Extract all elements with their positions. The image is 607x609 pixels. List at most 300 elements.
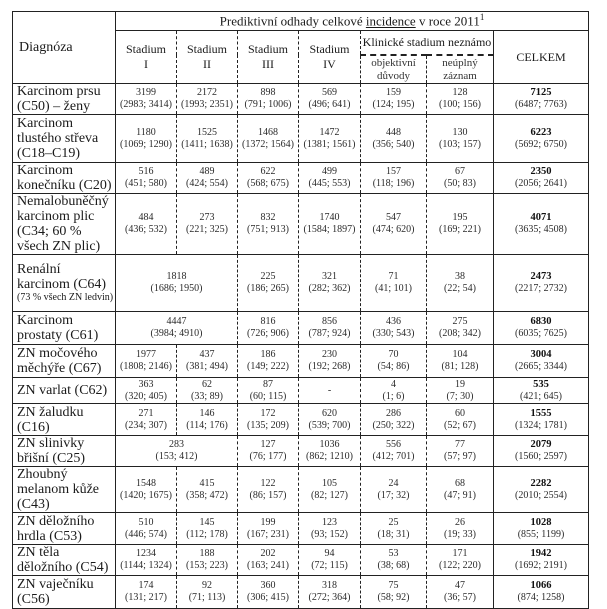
confidence-interval: (2010; 2554) xyxy=(515,489,567,501)
confidence-interval: (221; 325) xyxy=(186,224,228,235)
confidence-interval: (412; 701) xyxy=(372,451,415,462)
stage-4-cell xyxy=(299,467,361,513)
confidence-interval: (149; 222) xyxy=(247,361,289,372)
confidence-interval: (122; 220) xyxy=(439,560,481,571)
estimate-value: 171 xyxy=(452,548,468,559)
estimate-value: 159 xyxy=(386,87,401,98)
incomplete-record-cell xyxy=(427,404,494,436)
confidence-interval: (1420; 1675) xyxy=(120,489,172,501)
confidence-interval: (791; 1006) xyxy=(244,99,292,110)
confidence-interval: (82; 127) xyxy=(311,489,348,501)
confidence-interval: (19; 33) xyxy=(444,528,476,540)
estimate-value: 123 xyxy=(322,516,337,528)
confidence-interval: (1144; 1324) xyxy=(120,560,172,571)
table-row xyxy=(13,513,589,545)
stage-2-cell xyxy=(177,545,238,576)
estimate-value: 70 xyxy=(388,349,399,360)
confidence-interval: (5692; 6750) xyxy=(515,138,567,150)
total-cell xyxy=(494,378,589,404)
objective-reasons-cell xyxy=(361,576,427,609)
estimate-value: 77 xyxy=(455,439,465,450)
estimate-value: 146 xyxy=(199,407,215,419)
estimate-value: 510 xyxy=(138,516,154,528)
incomplete-record-cell xyxy=(427,345,494,378)
confidence-interval: (50; 83) xyxy=(444,178,476,189)
stage-3-cell xyxy=(238,513,299,545)
estimate-value: 1818 xyxy=(166,271,187,282)
table-title: Prediktivní odhady celkové incidence v roce 2011$^1$ xyxy=(116,12,589,31)
diagnosis-label: ZN slinivky břišní (C25) xyxy=(17,436,86,466)
estimate-value: 2350 xyxy=(530,166,552,177)
objective-reasons-cell xyxy=(361,378,427,404)
confidence-interval: (330; 543) xyxy=(372,328,415,339)
stage-2-header: Stadium II xyxy=(177,31,238,84)
estimate-value: 1525 xyxy=(197,126,217,138)
diagnosis-cell xyxy=(13,163,116,194)
stage-1-cell xyxy=(116,194,177,255)
estimate-value: 122 xyxy=(260,477,276,489)
estimate-value: 172 xyxy=(260,407,276,419)
estimate-value: 436 xyxy=(386,316,401,327)
estimate-value: 321 xyxy=(322,271,337,282)
stage-4-cell xyxy=(299,513,361,545)
stage-2-cell xyxy=(177,576,238,609)
incomplete-record-cell xyxy=(427,255,494,312)
diagnosis-label: ZN varlat (C62) xyxy=(17,383,108,398)
confidence-interval: (100; 156) xyxy=(439,99,481,110)
stage-1-2-cell xyxy=(116,436,238,467)
confidence-interval: (436; 532) xyxy=(125,224,167,235)
confidence-interval: (356; 540) xyxy=(372,138,415,150)
confidence-interval: (167; 231) xyxy=(247,528,289,540)
total-cell xyxy=(494,345,589,378)
confidence-interval: (234; 307) xyxy=(125,419,167,431)
confidence-interval: (41; 101) xyxy=(375,283,412,294)
confidence-interval: (2665; 3344) xyxy=(515,361,567,372)
incomplete-record-cell xyxy=(427,84,494,115)
table-row xyxy=(13,345,589,378)
total-cell xyxy=(494,545,589,576)
confidence-interval: (33; 89) xyxy=(191,390,223,402)
objective-reasons-cell xyxy=(361,545,427,576)
stage-3-cell xyxy=(238,404,299,436)
total-header: CELKEM xyxy=(494,31,589,84)
diagnosis-cell xyxy=(13,467,116,513)
confidence-interval: (424; 554) xyxy=(186,178,228,189)
confidence-interval: (1; 6) xyxy=(382,390,405,402)
stage-1-cell xyxy=(116,404,177,436)
diagnosis-label: Renální karcinom (C64) xyxy=(17,262,107,292)
estimate-value: 199 xyxy=(260,516,276,528)
confidence-interval: (3984; 4910) xyxy=(150,328,203,339)
confidence-interval: (58; 92) xyxy=(377,592,410,603)
confidence-interval: (18; 31) xyxy=(377,528,410,540)
estimate-value: 1548 xyxy=(136,477,156,489)
diagnosis-cell xyxy=(13,576,116,609)
estimate-value: 3004 xyxy=(530,349,552,360)
objective-reasons-cell xyxy=(361,115,427,163)
total-cell xyxy=(494,255,589,312)
confidence-interval: (496; 641) xyxy=(308,99,351,110)
estimate-value: 484 xyxy=(138,212,154,223)
confidence-interval: (874; 1258) xyxy=(517,592,565,603)
estimate-value: 415 xyxy=(199,477,215,489)
diagnosis-label: Karcinom tlustého střeva (C18–C19) xyxy=(17,116,99,161)
confidence-interval: (17; 32) xyxy=(377,489,410,501)
confidence-interval: (3635; 4508) xyxy=(515,224,567,235)
estimate-value: - xyxy=(327,384,332,396)
confidence-interval: (726; 906) xyxy=(247,328,289,339)
confidence-interval: (93; 152) xyxy=(311,528,348,540)
confidence-interval: (57; 97) xyxy=(444,451,476,462)
stage-1-cell xyxy=(116,345,177,378)
stage-4-cell xyxy=(299,436,361,467)
estimate-value: 174 xyxy=(138,580,154,591)
stage-1-cell xyxy=(116,378,177,404)
stage-3-cell xyxy=(238,255,299,312)
table-row xyxy=(13,312,589,345)
confidence-interval: (539; 700) xyxy=(308,419,351,431)
diagnosis-label: Karcinom prostaty (C61) xyxy=(17,313,99,343)
confidence-interval: (446; 574) xyxy=(125,528,167,540)
confidence-interval: (72; 115) xyxy=(311,560,348,571)
table-row xyxy=(13,467,589,513)
estimate-value: 556 xyxy=(386,439,401,450)
diagnosis-label: Zhoubný melanom kůže (C43) xyxy=(17,467,100,512)
confidence-interval: (1372; 1564) xyxy=(242,138,294,150)
confidence-interval: (169; 221) xyxy=(439,224,481,235)
diagnosis-cell xyxy=(13,436,116,467)
diagnosis-label: Karcinom konečníku (C20) xyxy=(17,163,112,193)
confidence-interval: (1686; 1950) xyxy=(150,283,203,294)
stage-2-cell xyxy=(177,467,238,513)
estimate-value: 105 xyxy=(322,477,337,489)
estimate-value: 1180 xyxy=(136,126,156,138)
estimate-value: 87 xyxy=(263,378,273,390)
confidence-interval: (192; 268) xyxy=(308,361,351,372)
estimate-value: 4 xyxy=(391,378,396,390)
diagnosis-label: ZN vaječníku (C56) xyxy=(17,577,94,607)
table-row xyxy=(13,84,589,115)
stage-4-cell xyxy=(299,312,361,345)
stage-2-cell xyxy=(177,378,238,404)
objective-reasons-cell xyxy=(361,467,427,513)
incomplete-record-cell xyxy=(427,545,494,576)
stage-1-2-cell xyxy=(116,312,238,345)
objective-reasons-cell xyxy=(361,194,427,255)
confidence-interval: (855; 1199) xyxy=(517,528,565,540)
confidence-interval: (421; 645) xyxy=(520,390,562,402)
confidence-interval: (208; 342) xyxy=(439,328,481,339)
confidence-interval: (250; 322) xyxy=(372,419,415,431)
confidence-interval: (474; 620) xyxy=(372,224,415,235)
estimate-value: 145 xyxy=(199,516,215,528)
confidence-interval: (131; 217) xyxy=(125,592,167,603)
stage-2-cell xyxy=(177,194,238,255)
estimate-value: 6830 xyxy=(530,316,552,327)
confidence-interval: (124; 195) xyxy=(372,99,415,110)
estimate-value: 283 xyxy=(169,439,184,450)
estimate-value: 437 xyxy=(199,349,215,360)
estimate-value: 363 xyxy=(138,378,154,390)
stage-4-cell xyxy=(299,194,361,255)
estimate-value: 225 xyxy=(260,271,276,282)
table-row xyxy=(13,436,589,467)
estimate-value: 816 xyxy=(260,316,276,327)
incomplete-record-cell xyxy=(427,513,494,545)
confidence-interval: (114; 176) xyxy=(186,419,228,431)
stage-4-cell xyxy=(299,576,361,609)
confidence-interval: (1584; 1897) xyxy=(303,224,356,235)
table-row xyxy=(13,255,589,312)
estimate-value: 25 xyxy=(388,516,399,528)
incomplete-record-cell xyxy=(427,378,494,404)
objective-reasons-cell xyxy=(361,163,427,194)
diagnosis-label: Karcinom prsu (C50) – ženy xyxy=(17,84,101,114)
confidence-interval: (71; 113) xyxy=(188,592,226,603)
confidence-interval: (52; 67) xyxy=(444,419,476,431)
estimate-value: 1234 xyxy=(136,548,156,559)
confidence-interval: (135; 209) xyxy=(247,419,289,431)
estimate-value: 202 xyxy=(260,548,276,559)
diagnosis-label: ZN močového měchýře (C67) xyxy=(17,346,102,376)
confidence-interval: (568; 675) xyxy=(247,178,289,189)
confidence-interval: (38; 68) xyxy=(377,560,410,571)
stage-4-cell xyxy=(299,115,361,163)
stage-1-cell xyxy=(116,467,177,513)
estimate-value: 104 xyxy=(452,349,468,360)
incomplete-record-cell xyxy=(427,436,494,467)
confidence-interval: (112; 178) xyxy=(186,528,228,540)
estimate-value: 2282 xyxy=(530,477,552,489)
estimate-value: 499 xyxy=(322,166,337,177)
estimate-value: 230 xyxy=(322,349,337,360)
estimate-value: 68 xyxy=(455,477,465,489)
stage-2-cell xyxy=(177,163,238,194)
estimate-value: 24 xyxy=(388,477,399,489)
estimate-value: 71 xyxy=(388,271,399,282)
estimate-value: 271 xyxy=(138,407,154,419)
stage-3-cell xyxy=(238,115,299,163)
stage-3-cell xyxy=(238,467,299,513)
confidence-interval: (6487; 7763) xyxy=(515,99,567,110)
estimate-value: 128 xyxy=(452,87,468,98)
total-cell xyxy=(494,84,589,115)
footnote-marker: 1 xyxy=(479,12,485,23)
incomplete-record-cell xyxy=(427,467,494,513)
objective-reasons-cell xyxy=(361,345,427,378)
confidence-interval: (2983; 3414) xyxy=(120,99,172,110)
confidence-interval: (445; 553) xyxy=(308,178,351,189)
stage-2-cell xyxy=(177,115,238,163)
confidence-interval: (451; 580) xyxy=(125,178,167,189)
estimate-value: 3199 xyxy=(136,87,156,98)
confidence-interval: (76; 177) xyxy=(249,451,287,462)
confidence-interval: (306; 415) xyxy=(247,592,289,603)
confidence-interval: (1381; 1561) xyxy=(303,138,356,150)
estimate-value: 286 xyxy=(386,407,401,419)
estimate-value: 47 xyxy=(455,580,465,591)
stage-1-cell xyxy=(116,545,177,576)
stage-1-header: Stadium I xyxy=(116,31,177,84)
estimate-value: 1977 xyxy=(136,349,156,360)
incidence-table xyxy=(12,11,589,609)
estimate-value: 1066 xyxy=(530,580,552,591)
objective-reasons-cell xyxy=(361,513,427,545)
diagnosis-cell xyxy=(13,84,116,115)
table-body xyxy=(13,84,589,609)
stage-2-cell xyxy=(177,404,238,436)
stage-2-cell xyxy=(177,84,238,115)
estimate-value: 67 xyxy=(455,166,465,177)
confidence-interval: (54; 86) xyxy=(377,361,410,372)
stage-4-cell xyxy=(299,84,361,115)
confidence-interval: (7; 30) xyxy=(446,390,474,402)
estimate-value: 535 xyxy=(533,378,549,390)
stage-3-cell xyxy=(238,378,299,404)
diagnosis-cell xyxy=(13,194,116,255)
total-cell xyxy=(494,576,589,609)
table-row xyxy=(13,115,589,163)
estimate-value: 127 xyxy=(260,439,276,450)
confidence-interval: (862; 1210) xyxy=(306,451,353,462)
stage-3-cell xyxy=(238,345,299,378)
total-cell xyxy=(494,115,589,163)
estimate-value: 1555 xyxy=(530,407,552,419)
estimate-value: 62 xyxy=(202,378,212,390)
total-cell xyxy=(494,467,589,513)
diagnosis-header: Diagnóza xyxy=(13,12,116,84)
estimate-value: 38 xyxy=(455,271,465,282)
stage-1-cell xyxy=(116,576,177,609)
diagnosis-label: ZN děložního hrdla (C53) xyxy=(17,513,95,544)
confidence-interval: (381; 494) xyxy=(186,361,228,372)
confidence-interval: (118; 196) xyxy=(372,178,415,189)
diagnosis-label: ZN těla děložního (C54) xyxy=(17,545,109,575)
confidence-interval: (47; 91) xyxy=(444,489,476,501)
estimate-value: 92 xyxy=(202,580,212,591)
estimate-value: 273 xyxy=(199,212,215,223)
stage-3-cell xyxy=(238,84,299,115)
estimate-value: 7125 xyxy=(530,87,552,98)
confidence-interval: (1411; 1638) xyxy=(181,138,233,150)
confidence-interval: (751; 913) xyxy=(247,224,289,235)
stage-4-cell xyxy=(299,545,361,576)
stage-3-cell xyxy=(238,545,299,576)
estimate-value: 188 xyxy=(199,548,215,559)
confidence-interval: (103; 157) xyxy=(439,138,481,150)
estimate-value: 569 xyxy=(322,87,337,98)
estimate-value: 2079 xyxy=(530,439,552,450)
stage-2-cell xyxy=(177,345,238,378)
confidence-interval: (1808; 2146) xyxy=(120,361,172,372)
stage-4-cell xyxy=(299,404,361,436)
estimate-value: 6223 xyxy=(530,126,552,138)
table-row xyxy=(13,163,589,194)
diagnosis-label: Nemalobuněčný karcinom plic (C34; 60 % všech ZN plic) xyxy=(17,194,109,254)
stage-4-cell xyxy=(299,345,361,378)
confidence-interval: (320; 405) xyxy=(125,390,167,402)
estimate-value: 2473 xyxy=(530,271,552,282)
stage-1-2-cell xyxy=(116,255,238,312)
estimate-value: 2172 xyxy=(197,87,217,98)
confidence-interval: (1324; 1781) xyxy=(515,419,567,431)
confidence-interval: (60; 115) xyxy=(249,390,287,402)
estimate-value: 4447 xyxy=(166,316,187,327)
confidence-interval: (81; 128) xyxy=(441,361,479,372)
stage-4-cell xyxy=(299,163,361,194)
diagnosis-label: ZN žaludku (C16) xyxy=(17,404,84,435)
confidence-interval: (36; 57) xyxy=(444,592,476,603)
stage-4-header: Stadium IV xyxy=(299,31,361,84)
confidence-interval: (2056; 2641) xyxy=(515,178,567,189)
estimate-value: 516 xyxy=(138,166,154,177)
estimate-value: 275 xyxy=(452,316,468,327)
stage-2-cell xyxy=(177,513,238,545)
total-cell xyxy=(494,436,589,467)
estimate-value: 60 xyxy=(455,407,465,419)
confidence-interval: (153; 412) xyxy=(155,451,198,462)
estimate-value: 1942 xyxy=(530,548,552,559)
estimate-value: 832 xyxy=(260,212,276,223)
objective-reasons-header: objektivní důvody xyxy=(361,55,427,84)
estimate-value: 94 xyxy=(324,548,335,559)
confidence-interval: (186; 265) xyxy=(247,283,289,294)
stage-1-cell xyxy=(116,84,177,115)
table-row xyxy=(13,378,589,404)
confidence-interval: (272; 364) xyxy=(308,592,351,603)
diagnosis-cell xyxy=(13,545,116,576)
confidence-interval: (787; 924) xyxy=(308,328,351,339)
stage-3-cell xyxy=(238,312,299,345)
stage-3-cell xyxy=(238,163,299,194)
confidence-interval: (22; 54) xyxy=(444,283,476,294)
diagnosis-cell xyxy=(13,404,116,436)
objective-reasons-cell xyxy=(361,255,427,312)
confidence-interval: (1560; 2597) xyxy=(515,451,567,462)
estimate-value: 547 xyxy=(386,212,401,223)
table-row xyxy=(13,194,589,255)
estimate-value: 318 xyxy=(322,580,337,591)
estimate-value: 75 xyxy=(388,580,399,591)
estimate-value: 1472 xyxy=(319,126,340,138)
incomplete-record-cell xyxy=(427,115,494,163)
confidence-interval: (1993; 2351) xyxy=(181,99,233,110)
confidence-interval: (86; 157) xyxy=(249,489,287,501)
diagnosis-note: (73 % všech ZN ledvin) xyxy=(17,292,114,303)
estimate-value: 1028 xyxy=(530,516,552,528)
objective-reasons-cell xyxy=(361,436,427,467)
confidence-interval: (2217; 2732) xyxy=(515,283,567,294)
estimate-value: 856 xyxy=(322,316,337,327)
confidence-interval: (282; 362) xyxy=(308,283,351,294)
estimate-value: 360 xyxy=(260,580,276,591)
objective-reasons-cell xyxy=(361,312,427,345)
objective-reasons-cell xyxy=(361,404,427,436)
estimate-value: 53 xyxy=(388,548,399,559)
estimate-value: 26 xyxy=(455,516,465,528)
stage-1-cell xyxy=(116,513,177,545)
estimate-value: 1468 xyxy=(258,126,278,138)
total-cell xyxy=(494,404,589,436)
diagnosis-cell xyxy=(13,513,116,545)
incomplete-record-cell xyxy=(427,576,494,609)
estimate-value: 1036 xyxy=(319,439,340,450)
estimate-value: 898 xyxy=(260,87,276,98)
estimate-value: 186 xyxy=(260,349,276,360)
confidence-interval: (6035; 7625) xyxy=(515,328,567,339)
stage-1-cell xyxy=(116,115,177,163)
